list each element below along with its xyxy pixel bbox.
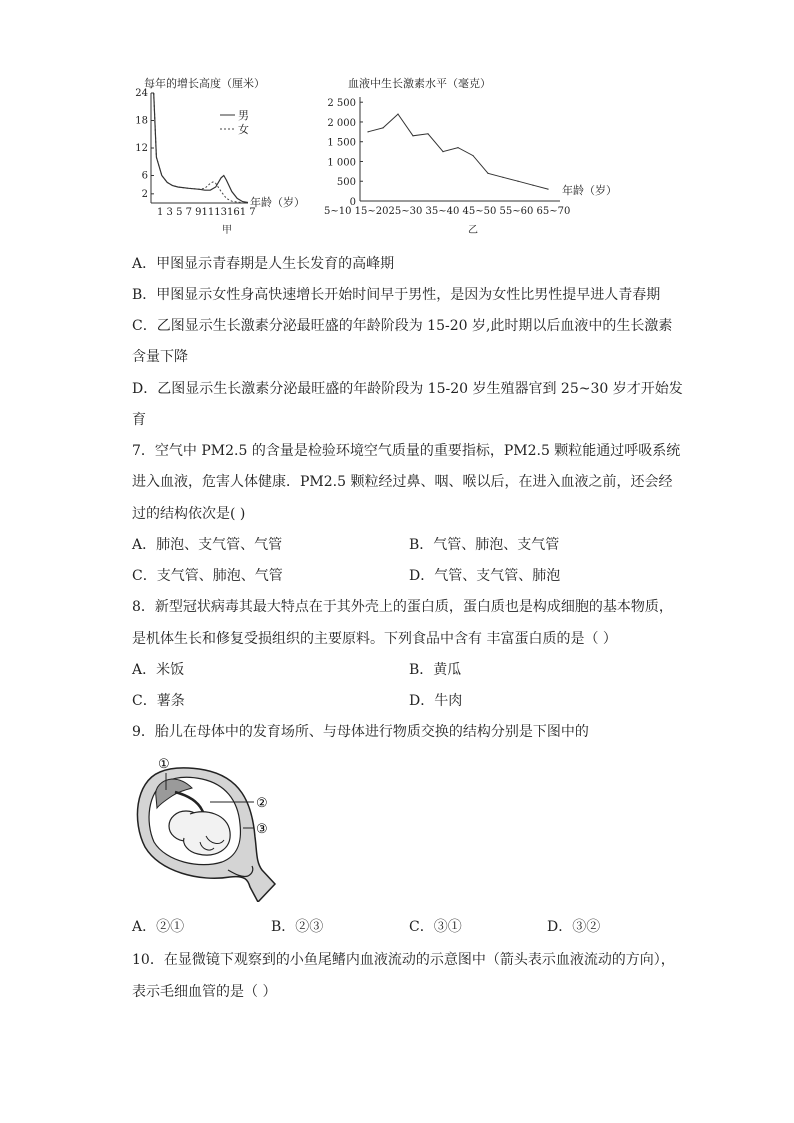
chart-yi-caption: 乙 [468,225,478,236]
chart-jia-ytick: 12 [135,143,148,154]
chart-jia-ytick: 6 [141,170,148,182]
label-1: ① [158,757,170,772]
q8-stem-1: 8．新型冠状病毒其最大特点在于其外壳上的蛋白质，蛋白质也是构成细胞的基本物质， [132,599,673,615]
chart-yi-xticks: 5~10 15~2025~30 35~40 45~50 55~60 65~70 [324,206,571,217]
q6-option-c: C．乙图显示生长激素分泌最旺盛的年龄阶段为 15-20 岁,此时期以后血液中的生长激素 [132,318,673,334]
q10-stem-2: 表示毛细血管的是（ ） [132,984,277,1000]
label-2: ② [256,796,268,811]
q8-option-d: D．牛肉 [409,693,463,709]
chart-jia-xlabel: 年龄（岁） [250,196,305,209]
chart-jia-xticks: 1 3 5 7 91113161 7 [157,207,256,218]
q8-option-c: C．薯条 [132,693,185,709]
label-3: ③ [256,822,268,837]
chart-jia-legend-female: 女 [238,123,249,136]
chart-yi-ytick: 0 [349,197,356,208]
chart-jia-ytick: 18 [135,115,148,127]
q9-option-b: B．②③ [271,919,324,935]
chart-yi-ytick: 2 000 [327,117,356,129]
chart-jia-legend-male: 男 [238,109,249,122]
q7-option-b: B．气管、肺泡、支气管 [409,537,560,553]
chart-jia-series-male [154,93,248,203]
chart-jia-ytick: 2 [141,188,148,200]
chart-yi-xlabel: 年龄（岁） [562,184,617,197]
chart-yi-series-line [368,114,548,189]
q6-option-d: D．乙图显示生长激素分泌最旺盛的年龄阶段为 15-20 岁生殖器官到 25~30 岁才开始发 [132,381,683,397]
chart-jia-ylabel: 每年的增长高度（厘米） [144,77,265,90]
q7-option-c: C．支气管、肺泡、气管 [132,568,283,584]
chart-yi-ylabel: 血液中生长激素水平（毫克） [348,77,491,90]
q6-option-b: B．甲图显示女性身高快速增长开始时间早于男性，是因为女性比男性提早进人青春期 [132,287,661,303]
chart-yi [320,70,620,240]
chart-jia [130,70,310,240]
q7-option-d: D．气管、支气管、肺泡 [409,568,561,584]
q8-option-a: A．米饭 [132,662,185,678]
chart-yi-ytick: 500 [336,177,356,189]
q7-stem-1: 7．空气中 PM2.5 的含量是检验环境空气质量的重要指标，PM2.5 颗粒能通过呼吸系统 [132,443,681,459]
q7-option-a: A．肺泡、支气管、气管 [132,537,283,553]
chart-yi-yticks [327,98,363,208]
fetus-body [184,812,231,855]
q6-option-d-cont: 育 [132,412,146,428]
q9-option-c: C．③① [409,919,462,935]
q9-stem: 9．胎儿在母体中的发育场所、与母体进行物质交换的结构分别是下图中的 [132,724,589,740]
chart-yi-ytick: 1 500 [327,137,356,149]
q7-stem-3: 过的结构依次是( ) [132,506,246,522]
q9-option-a: A．②① [132,919,185,935]
fetus-uterus-figure [130,752,290,902]
q8-option-b: B．黄瓜 [409,662,462,678]
q10-stem-1: 10．在显微镜下观察到的小鱼尾鳍内血液流动的示意图中（箭头表示血液流动的方向）， [132,952,675,968]
q6-option-c-cont: 含量下降 [132,349,188,365]
chart-jia-ytick: 24 [135,88,148,99]
chart-jia-caption: 甲 [222,225,232,236]
q7-stem-2: 进入血液，危害人体健康．PM2.5 颗粒经过鼻、咽、喉以后，在进入血液之前，还会经 [132,474,673,490]
chart-yi-ytick: 2 500 [327,98,356,110]
q6-option-a: A．甲图显示青春期是人生长发育的高峰期 [132,256,395,272]
q8-stem-2: 是机体生长和修复受损组织的主要原料。下列食品中含有 丰富蛋白质的是（ ） [132,631,617,647]
q9-option-d: D．③② [547,919,601,935]
chart-yi-ytick: 1 000 [327,157,356,169]
chart-yi-points [367,113,548,189]
